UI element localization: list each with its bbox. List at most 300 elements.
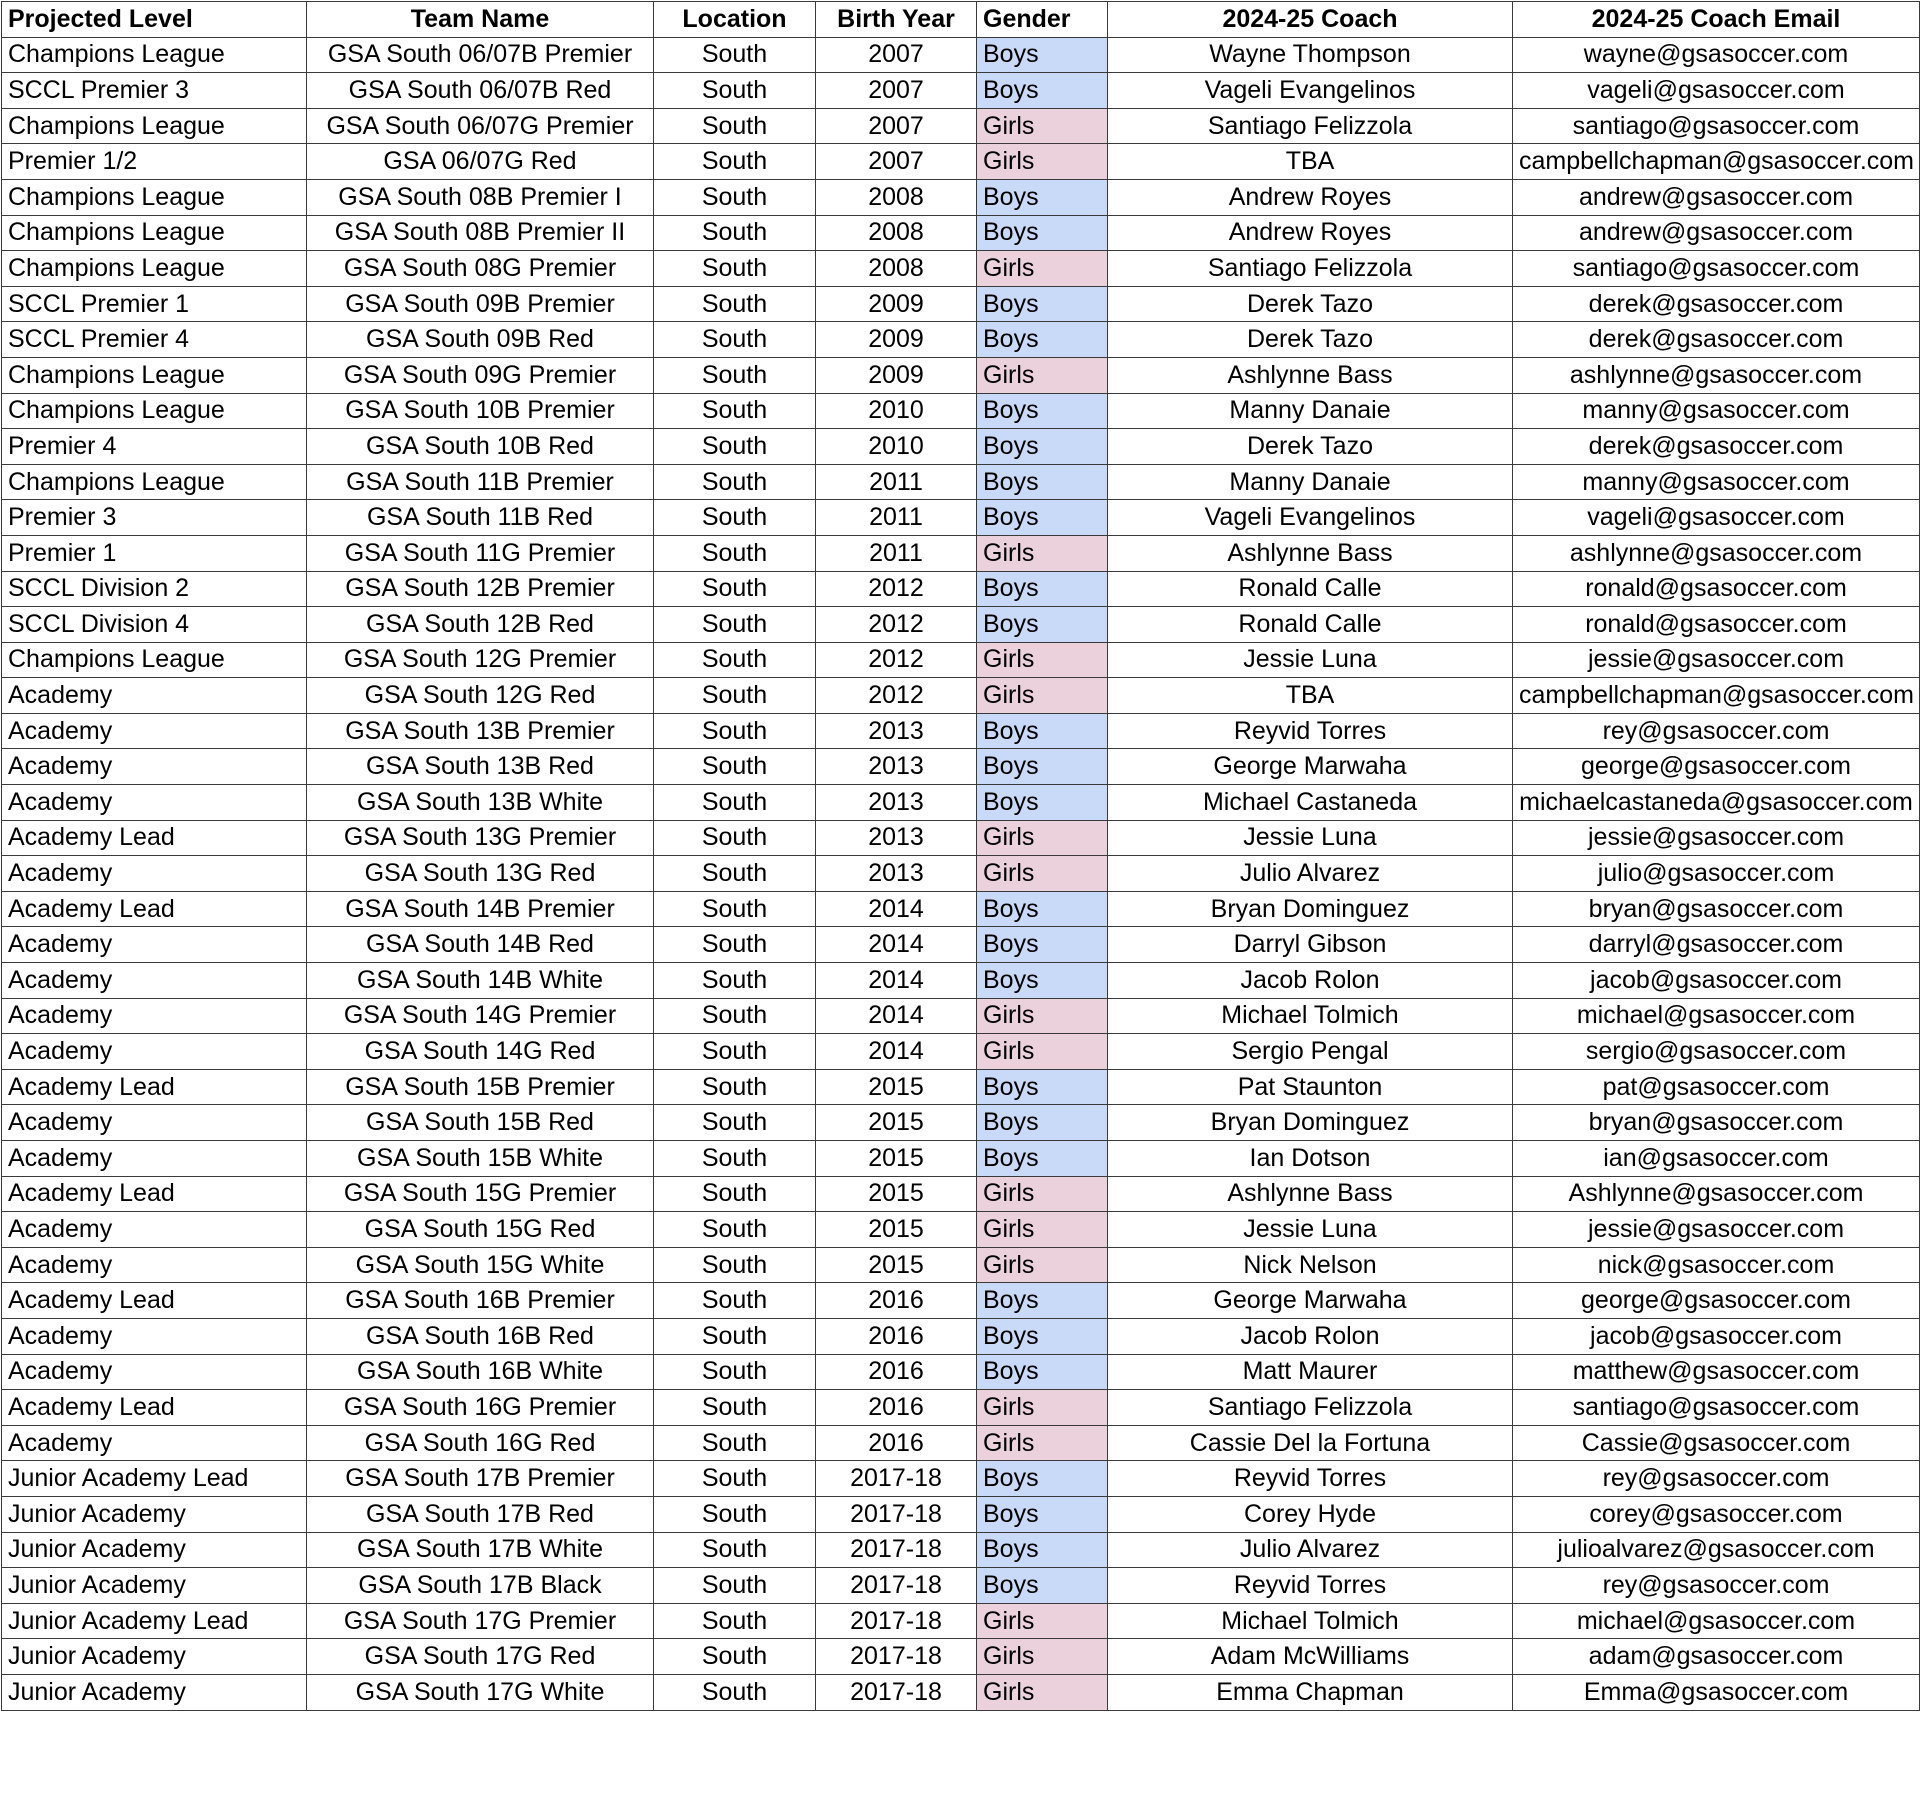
- cell-coach-email[interactable]: santiago@gsasoccer.com: [1513, 108, 1920, 144]
- cell-location[interactable]: South: [654, 108, 816, 144]
- cell-coach-email[interactable]: santiago@gsasoccer.com: [1513, 251, 1920, 287]
- cell-team-name[interactable]: GSA South 09B Premier: [307, 286, 654, 322]
- cell-team-name[interactable]: GSA South 15B Red: [307, 1105, 654, 1141]
- cell-birth-year[interactable]: 2009: [816, 322, 977, 358]
- cell-birth-year[interactable]: 2013: [816, 820, 977, 856]
- cell-coach-email[interactable]: campbellchapman@gsasoccer.com: [1513, 678, 1920, 714]
- cell-team-name[interactable]: GSA South 09G Premier: [307, 357, 654, 393]
- cell-birth-year[interactable]: 2009: [816, 357, 977, 393]
- cell-gender[interactable]: Boys: [977, 393, 1108, 429]
- cell-location[interactable]: South: [654, 1532, 816, 1568]
- cell-birth-year[interactable]: 2013: [816, 749, 977, 785]
- cell-team-name[interactable]: GSA South 10B Premier: [307, 393, 654, 429]
- cell-projected-level[interactable]: Premier 4: [2, 429, 307, 465]
- cell-gender[interactable]: Boys: [977, 500, 1108, 536]
- cell-gender[interactable]: Boys: [977, 1105, 1108, 1141]
- cell-team-name[interactable]: GSA South 13G Red: [307, 856, 654, 892]
- cell-coach[interactable]: Bryan Dominguez: [1108, 891, 1513, 927]
- cell-projected-level[interactable]: Academy: [2, 1354, 307, 1390]
- cell-coach-email[interactable]: andrew@gsasoccer.com: [1513, 215, 1920, 251]
- cell-team-name[interactable]: GSA South 12G Red: [307, 678, 654, 714]
- cell-gender[interactable]: Girls: [977, 1639, 1108, 1675]
- cell-coach-email[interactable]: andrew@gsasoccer.com: [1513, 179, 1920, 215]
- cell-projected-level[interactable]: Academy Lead: [2, 1069, 307, 1105]
- cell-coach[interactable]: Santiago Felizzola: [1108, 251, 1513, 287]
- cell-birth-year[interactable]: 2016: [816, 1283, 977, 1319]
- cell-coach[interactable]: Ronald Calle: [1108, 607, 1513, 643]
- cell-projected-level[interactable]: Academy Lead: [2, 1390, 307, 1426]
- cell-coach-email[interactable]: ashlynne@gsasoccer.com: [1513, 357, 1920, 393]
- cell-team-name[interactable]: GSA South 14G Red: [307, 1034, 654, 1070]
- cell-coach[interactable]: Jessie Luna: [1108, 642, 1513, 678]
- cell-location[interactable]: South: [654, 286, 816, 322]
- cell-coach[interactable]: Matt Maurer: [1108, 1354, 1513, 1390]
- cell-birth-year[interactable]: 2015: [816, 1141, 977, 1177]
- cell-birth-year[interactable]: 2013: [816, 856, 977, 892]
- cell-projected-level[interactable]: Champions League: [2, 642, 307, 678]
- cell-coach-email[interactable]: campbellchapman@gsasoccer.com: [1513, 144, 1920, 180]
- cell-coach-email[interactable]: michael@gsasoccer.com: [1513, 998, 1920, 1034]
- cell-projected-level[interactable]: Champions League: [2, 37, 307, 73]
- cell-projected-level[interactable]: Academy: [2, 1034, 307, 1070]
- cell-coach[interactable]: Sergio Pengal: [1108, 1034, 1513, 1070]
- cell-coach-email[interactable]: manny@gsasoccer.com: [1513, 464, 1920, 500]
- cell-location[interactable]: South: [654, 1069, 816, 1105]
- cell-location[interactable]: South: [654, 1390, 816, 1426]
- cell-coach-email[interactable]: pat@gsasoccer.com: [1513, 1069, 1920, 1105]
- cell-gender[interactable]: Boys: [977, 1532, 1108, 1568]
- cell-team-name[interactable]: GSA South 16G Premier: [307, 1390, 654, 1426]
- cell-gender[interactable]: Girls: [977, 642, 1108, 678]
- cell-projected-level[interactable]: Junior Academy: [2, 1674, 307, 1710]
- cell-location[interactable]: South: [654, 749, 816, 785]
- cell-birth-year[interactable]: 2014: [816, 927, 977, 963]
- cell-projected-level[interactable]: Champions League: [2, 393, 307, 429]
- cell-projected-level[interactable]: Academy: [2, 1141, 307, 1177]
- cell-coach[interactable]: George Marwaha: [1108, 1283, 1513, 1319]
- cell-coach-email[interactable]: Cassie@gsasoccer.com: [1513, 1425, 1920, 1461]
- cell-gender[interactable]: Girls: [977, 1603, 1108, 1639]
- cell-gender[interactable]: Girls: [977, 1034, 1108, 1070]
- cell-gender[interactable]: Girls: [977, 1176, 1108, 1212]
- cell-gender[interactable]: Boys: [977, 215, 1108, 251]
- cell-birth-year[interactable]: 2012: [816, 607, 977, 643]
- cell-coach-email[interactable]: julioalvarez@gsasoccer.com: [1513, 1532, 1920, 1568]
- cell-birth-year[interactable]: 2011: [816, 535, 977, 571]
- cell-coach-email[interactable]: bryan@gsasoccer.com: [1513, 891, 1920, 927]
- cell-gender[interactable]: Girls: [977, 856, 1108, 892]
- cell-projected-level[interactable]: Academy Lead: [2, 820, 307, 856]
- cell-coach-email[interactable]: matthew@gsasoccer.com: [1513, 1354, 1920, 1390]
- cell-coach[interactable]: Jacob Rolon: [1108, 963, 1513, 999]
- cell-projected-level[interactable]: Academy: [2, 1212, 307, 1248]
- cell-birth-year[interactable]: 2017-18: [816, 1496, 977, 1532]
- cell-birth-year[interactable]: 2017-18: [816, 1603, 977, 1639]
- cell-coach-email[interactable]: sergio@gsasoccer.com: [1513, 1034, 1920, 1070]
- cell-projected-level[interactable]: Academy: [2, 713, 307, 749]
- cell-team-name[interactable]: GSA South 17B Red: [307, 1496, 654, 1532]
- cell-birth-year[interactable]: 2011: [816, 500, 977, 536]
- cell-team-name[interactable]: GSA South 11B Red: [307, 500, 654, 536]
- cell-projected-level[interactable]: Junior Academy: [2, 1532, 307, 1568]
- cell-coach-email[interactable]: nick@gsasoccer.com: [1513, 1247, 1920, 1283]
- cell-location[interactable]: South: [654, 678, 816, 714]
- cell-coach-email[interactable]: ronald@gsasoccer.com: [1513, 607, 1920, 643]
- cell-birth-year[interactable]: 2008: [816, 215, 977, 251]
- cell-team-name[interactable]: GSA South 15G White: [307, 1247, 654, 1283]
- cell-coach[interactable]: Michael Castaneda: [1108, 785, 1513, 821]
- cell-birth-year[interactable]: 2017-18: [816, 1639, 977, 1675]
- cell-projected-level[interactable]: SCCL Premier 1: [2, 286, 307, 322]
- cell-projected-level[interactable]: Academy: [2, 998, 307, 1034]
- cell-coach-email[interactable]: jacob@gsasoccer.com: [1513, 963, 1920, 999]
- cell-projected-level[interactable]: Junior Academy Lead: [2, 1461, 307, 1497]
- cell-team-name[interactable]: GSA South 06/07B Red: [307, 73, 654, 109]
- cell-birth-year[interactable]: 2015: [816, 1069, 977, 1105]
- cell-location[interactable]: South: [654, 535, 816, 571]
- cell-gender[interactable]: Girls: [977, 820, 1108, 856]
- cell-location[interactable]: South: [654, 1354, 816, 1390]
- cell-team-name[interactable]: GSA South 06/07G Premier: [307, 108, 654, 144]
- cell-team-name[interactable]: GSA South 13G Premier: [307, 820, 654, 856]
- cell-location[interactable]: South: [654, 1496, 816, 1532]
- cell-birth-year[interactable]: 2017-18: [816, 1461, 977, 1497]
- cell-projected-level[interactable]: Academy Lead: [2, 1283, 307, 1319]
- cell-coach-email[interactable]: george@gsasoccer.com: [1513, 1283, 1920, 1319]
- cell-location[interactable]: South: [654, 322, 816, 358]
- cell-coach[interactable]: Reyvid Torres: [1108, 1568, 1513, 1604]
- cell-gender[interactable]: Boys: [977, 1141, 1108, 1177]
- cell-location[interactable]: South: [654, 1639, 816, 1675]
- cell-gender[interactable]: Girls: [977, 535, 1108, 571]
- cell-projected-level[interactable]: Academy: [2, 963, 307, 999]
- cell-coach[interactable]: Julio Alvarez: [1108, 1532, 1513, 1568]
- cell-location[interactable]: South: [654, 251, 816, 287]
- cell-coach-email[interactable]: Ashlynne@gsasoccer.com: [1513, 1176, 1920, 1212]
- header-coach[interactable]: 2024-25 Coach: [1108, 2, 1513, 38]
- cell-team-name[interactable]: GSA South 11B Premier: [307, 464, 654, 500]
- cell-location[interactable]: South: [654, 1568, 816, 1604]
- cell-location[interactable]: South: [654, 927, 816, 963]
- cell-coach-email[interactable]: manny@gsasoccer.com: [1513, 393, 1920, 429]
- cell-coach[interactable]: Andrew Royes: [1108, 179, 1513, 215]
- cell-birth-year[interactable]: 2014: [816, 1034, 977, 1070]
- cell-location[interactable]: South: [654, 393, 816, 429]
- header-team-name[interactable]: Team Name: [307, 2, 654, 38]
- cell-projected-level[interactable]: Champions League: [2, 215, 307, 251]
- cell-team-name[interactable]: GSA South 17G Premier: [307, 1603, 654, 1639]
- cell-location[interactable]: South: [654, 144, 816, 180]
- cell-location[interactable]: South: [654, 607, 816, 643]
- cell-coach-email[interactable]: ashlynne@gsasoccer.com: [1513, 535, 1920, 571]
- cell-team-name[interactable]: GSA South 13B White: [307, 785, 654, 821]
- cell-coach-email[interactable]: michael@gsasoccer.com: [1513, 1603, 1920, 1639]
- cell-team-name[interactable]: GSA South 16B White: [307, 1354, 654, 1390]
- cell-birth-year[interactable]: 2009: [816, 286, 977, 322]
- cell-birth-year[interactable]: 2010: [816, 393, 977, 429]
- cell-coach-email[interactable]: derek@gsasoccer.com: [1513, 322, 1920, 358]
- cell-birth-year[interactable]: 2007: [816, 37, 977, 73]
- cell-birth-year[interactable]: 2012: [816, 571, 977, 607]
- cell-location[interactable]: South: [654, 963, 816, 999]
- cell-location[interactable]: South: [654, 856, 816, 892]
- cell-projected-level[interactable]: Champions League: [2, 464, 307, 500]
- cell-birth-year[interactable]: 2008: [816, 179, 977, 215]
- cell-gender[interactable]: Boys: [977, 891, 1108, 927]
- header-gender[interactable]: Gender: [977, 2, 1108, 38]
- cell-location[interactable]: South: [654, 1283, 816, 1319]
- cell-coach[interactable]: Jessie Luna: [1108, 820, 1513, 856]
- cell-coach[interactable]: Michael Tolmich: [1108, 998, 1513, 1034]
- cell-coach-email[interactable]: jacob@gsasoccer.com: [1513, 1318, 1920, 1354]
- cell-coach-email[interactable]: vageli@gsasoccer.com: [1513, 73, 1920, 109]
- cell-gender[interactable]: Boys: [977, 1496, 1108, 1532]
- cell-coach[interactable]: Vageli Evangelinos: [1108, 500, 1513, 536]
- cell-birth-year[interactable]: 2017-18: [816, 1674, 977, 1710]
- cell-coach[interactable]: Ronald Calle: [1108, 571, 1513, 607]
- cell-birth-year[interactable]: 2016: [816, 1354, 977, 1390]
- cell-team-name[interactable]: GSA South 15G Premier: [307, 1176, 654, 1212]
- cell-coach-email[interactable]: michaelcastaneda@gsasoccer.com: [1513, 785, 1920, 821]
- cell-gender[interactable]: Boys: [977, 464, 1108, 500]
- cell-projected-level[interactable]: Academy: [2, 1105, 307, 1141]
- cell-team-name[interactable]: GSA South 13B Premier: [307, 713, 654, 749]
- cell-coach[interactable]: Ashlynne Bass: [1108, 1176, 1513, 1212]
- cell-gender[interactable]: Boys: [977, 749, 1108, 785]
- cell-coach[interactable]: TBA: [1108, 144, 1513, 180]
- cell-team-name[interactable]: GSA South 08G Premier: [307, 251, 654, 287]
- cell-team-name[interactable]: GSA South 15B White: [307, 1141, 654, 1177]
- cell-coach-email[interactable]: rey@gsasoccer.com: [1513, 1568, 1920, 1604]
- cell-gender[interactable]: Boys: [977, 1461, 1108, 1497]
- cell-location[interactable]: South: [654, 179, 816, 215]
- cell-coach[interactable]: Santiago Felizzola: [1108, 108, 1513, 144]
- cell-team-name[interactable]: GSA South 09B Red: [307, 322, 654, 358]
- cell-projected-level[interactable]: Premier 1/2: [2, 144, 307, 180]
- cell-coach-email[interactable]: bryan@gsasoccer.com: [1513, 1105, 1920, 1141]
- cell-location[interactable]: South: [654, 571, 816, 607]
- cell-projected-level[interactable]: SCCL Division 4: [2, 607, 307, 643]
- cell-birth-year[interactable]: 2015: [816, 1212, 977, 1248]
- cell-gender[interactable]: Girls: [977, 357, 1108, 393]
- cell-birth-year[interactable]: 2013: [816, 713, 977, 749]
- cell-team-name[interactable]: GSA 06/07G Red: [307, 144, 654, 180]
- cell-gender[interactable]: Girls: [977, 1674, 1108, 1710]
- cell-projected-level[interactable]: Junior Academy: [2, 1568, 307, 1604]
- cell-team-name[interactable]: GSA South 14B Red: [307, 927, 654, 963]
- cell-projected-level[interactable]: Academy: [2, 1425, 307, 1461]
- cell-birth-year[interactable]: 2015: [816, 1247, 977, 1283]
- cell-coach-email[interactable]: darryl@gsasoccer.com: [1513, 927, 1920, 963]
- cell-birth-year[interactable]: 2007: [816, 144, 977, 180]
- cell-gender[interactable]: Girls: [977, 1212, 1108, 1248]
- header-coach-email[interactable]: 2024-25 Coach Email: [1513, 2, 1920, 38]
- cell-coach[interactable]: Julio Alvarez: [1108, 856, 1513, 892]
- cell-projected-level[interactable]: Academy: [2, 785, 307, 821]
- cell-team-name[interactable]: GSA South 12G Premier: [307, 642, 654, 678]
- cell-gender[interactable]: Boys: [977, 963, 1108, 999]
- cell-coach-email[interactable]: rey@gsasoccer.com: [1513, 713, 1920, 749]
- cell-location[interactable]: South: [654, 1176, 816, 1212]
- cell-birth-year[interactable]: 2017-18: [816, 1568, 977, 1604]
- cell-gender[interactable]: Girls: [977, 251, 1108, 287]
- cell-coach[interactable]: Jacob Rolon: [1108, 1318, 1513, 1354]
- cell-projected-level[interactable]: Junior Academy Lead: [2, 1603, 307, 1639]
- cell-gender[interactable]: Boys: [977, 322, 1108, 358]
- cell-coach-email[interactable]: vageli@gsasoccer.com: [1513, 500, 1920, 536]
- cell-location[interactable]: South: [654, 429, 816, 465]
- cell-gender[interactable]: Girls: [977, 1247, 1108, 1283]
- cell-gender[interactable]: Girls: [977, 144, 1108, 180]
- cell-location[interactable]: South: [654, 500, 816, 536]
- cell-location[interactable]: South: [654, 998, 816, 1034]
- cell-birth-year[interactable]: 2012: [816, 642, 977, 678]
- cell-location[interactable]: South: [654, 215, 816, 251]
- cell-coach-email[interactable]: julio@gsasoccer.com: [1513, 856, 1920, 892]
- cell-projected-level[interactable]: Champions League: [2, 357, 307, 393]
- cell-projected-level[interactable]: Academy: [2, 1318, 307, 1354]
- cell-coach[interactable]: Derek Tazo: [1108, 322, 1513, 358]
- cell-team-name[interactable]: GSA South 06/07B Premier: [307, 37, 654, 73]
- cell-team-name[interactable]: GSA South 13B Red: [307, 749, 654, 785]
- cell-team-name[interactable]: GSA South 17B Premier: [307, 1461, 654, 1497]
- cell-coach-email[interactable]: santiago@gsasoccer.com: [1513, 1390, 1920, 1426]
- cell-team-name[interactable]: GSA South 11G Premier: [307, 535, 654, 571]
- cell-projected-level[interactable]: Champions League: [2, 108, 307, 144]
- cell-birth-year[interactable]: 2014: [816, 891, 977, 927]
- cell-gender[interactable]: Boys: [977, 1069, 1108, 1105]
- cell-coach[interactable]: Michael Tolmich: [1108, 1603, 1513, 1639]
- cell-team-name[interactable]: GSA South 15G Red: [307, 1212, 654, 1248]
- cell-birth-year[interactable]: 2007: [816, 73, 977, 109]
- cell-projected-level[interactable]: SCCL Premier 3: [2, 73, 307, 109]
- cell-coach-email[interactable]: wayne@gsasoccer.com: [1513, 37, 1920, 73]
- cell-birth-year[interactable]: 2014: [816, 998, 977, 1034]
- cell-coach[interactable]: George Marwaha: [1108, 749, 1513, 785]
- cell-location[interactable]: South: [654, 464, 816, 500]
- cell-coach[interactable]: Manny Danaie: [1108, 393, 1513, 429]
- cell-gender[interactable]: Boys: [977, 1354, 1108, 1390]
- cell-projected-level[interactable]: Junior Academy: [2, 1496, 307, 1532]
- cell-team-name[interactable]: GSA South 16G Red: [307, 1425, 654, 1461]
- cell-gender[interactable]: Girls: [977, 678, 1108, 714]
- cell-projected-level[interactable]: Champions League: [2, 251, 307, 287]
- cell-gender[interactable]: Boys: [977, 1283, 1108, 1319]
- cell-gender[interactable]: Boys: [977, 713, 1108, 749]
- cell-coach-email[interactable]: rey@gsasoccer.com: [1513, 1461, 1920, 1497]
- cell-coach[interactable]: Adam McWilliams: [1108, 1639, 1513, 1675]
- cell-coach[interactable]: Nick Nelson: [1108, 1247, 1513, 1283]
- cell-location[interactable]: South: [654, 1425, 816, 1461]
- cell-team-name[interactable]: GSA South 17B Black: [307, 1568, 654, 1604]
- cell-coach[interactable]: Andrew Royes: [1108, 215, 1513, 251]
- cell-projected-level[interactable]: Academy: [2, 856, 307, 892]
- cell-birth-year[interactable]: 2010: [816, 429, 977, 465]
- cell-location[interactable]: South: [654, 1461, 816, 1497]
- cell-birth-year[interactable]: 2008: [816, 251, 977, 287]
- cell-projected-level[interactable]: Academy: [2, 927, 307, 963]
- cell-coach[interactable]: Reyvid Torres: [1108, 1461, 1513, 1497]
- cell-location[interactable]: South: [654, 891, 816, 927]
- cell-coach-email[interactable]: corey@gsasoccer.com: [1513, 1496, 1920, 1532]
- cell-projected-level[interactable]: Junior Academy: [2, 1639, 307, 1675]
- cell-location[interactable]: South: [654, 1212, 816, 1248]
- cell-coach[interactable]: Derek Tazo: [1108, 286, 1513, 322]
- cell-projected-level[interactable]: Premier 1: [2, 535, 307, 571]
- cell-team-name[interactable]: GSA South 17G Red: [307, 1639, 654, 1675]
- cell-gender[interactable]: Boys: [977, 607, 1108, 643]
- cell-coach-email[interactable]: ian@gsasoccer.com: [1513, 1141, 1920, 1177]
- cell-coach[interactable]: Darryl Gibson: [1108, 927, 1513, 963]
- cell-birth-year[interactable]: 2012: [816, 678, 977, 714]
- cell-coach-email[interactable]: jessie@gsasoccer.com: [1513, 1212, 1920, 1248]
- cell-projected-level[interactable]: Academy Lead: [2, 891, 307, 927]
- cell-team-name[interactable]: GSA South 17G White: [307, 1674, 654, 1710]
- cell-gender[interactable]: Boys: [977, 73, 1108, 109]
- cell-location[interactable]: South: [654, 820, 816, 856]
- cell-projected-level[interactable]: Academy: [2, 1247, 307, 1283]
- cell-location[interactable]: South: [654, 73, 816, 109]
- cell-birth-year[interactable]: 2013: [816, 785, 977, 821]
- cell-location[interactable]: South: [654, 1141, 816, 1177]
- cell-location[interactable]: South: [654, 1603, 816, 1639]
- cell-birth-year[interactable]: 2007: [816, 108, 977, 144]
- cell-team-name[interactable]: GSA South 17B White: [307, 1532, 654, 1568]
- cell-coach[interactable]: Corey Hyde: [1108, 1496, 1513, 1532]
- cell-team-name[interactable]: GSA South 10B Red: [307, 429, 654, 465]
- header-location[interactable]: Location: [654, 2, 816, 38]
- cell-coach[interactable]: Ian Dotson: [1108, 1141, 1513, 1177]
- cell-gender[interactable]: Boys: [977, 37, 1108, 73]
- cell-gender[interactable]: Boys: [977, 571, 1108, 607]
- cell-team-name[interactable]: GSA South 16B Red: [307, 1318, 654, 1354]
- cell-team-name[interactable]: GSA South 14B Premier: [307, 891, 654, 927]
- cell-coach-email[interactable]: jessie@gsasoccer.com: [1513, 642, 1920, 678]
- cell-birth-year[interactable]: 2011: [816, 464, 977, 500]
- cell-projected-level[interactable]: Academy: [2, 749, 307, 785]
- cell-coach-email[interactable]: derek@gsasoccer.com: [1513, 286, 1920, 322]
- cell-birth-year[interactable]: 2015: [816, 1176, 977, 1212]
- cell-projected-level[interactable]: Premier 3: [2, 500, 307, 536]
- cell-location[interactable]: South: [654, 1318, 816, 1354]
- cell-location[interactable]: South: [654, 37, 816, 73]
- cell-team-name[interactable]: GSA South 14G Premier: [307, 998, 654, 1034]
- cell-team-name[interactable]: GSA South 15B Premier: [307, 1069, 654, 1105]
- cell-birth-year[interactable]: 2016: [816, 1318, 977, 1354]
- cell-coach-email[interactable]: Emma@gsasoccer.com: [1513, 1674, 1920, 1710]
- cell-coach-email[interactable]: george@gsasoccer.com: [1513, 749, 1920, 785]
- header-birth-year[interactable]: Birth Year: [816, 2, 977, 38]
- cell-coach[interactable]: TBA: [1108, 678, 1513, 714]
- cell-coach[interactable]: Ashlynne Bass: [1108, 535, 1513, 571]
- cell-gender[interactable]: Boys: [977, 179, 1108, 215]
- cell-coach[interactable]: Reyvid Torres: [1108, 713, 1513, 749]
- cell-projected-level[interactable]: SCCL Division 2: [2, 571, 307, 607]
- cell-projected-level[interactable]: Champions League: [2, 179, 307, 215]
- cell-coach[interactable]: Manny Danaie: [1108, 464, 1513, 500]
- cell-location[interactable]: South: [654, 1105, 816, 1141]
- cell-coach[interactable]: Pat Staunton: [1108, 1069, 1513, 1105]
- cell-coach[interactable]: Wayne Thompson: [1108, 37, 1513, 73]
- cell-coach-email[interactable]: ronald@gsasoccer.com: [1513, 571, 1920, 607]
- cell-coach[interactable]: Jessie Luna: [1108, 1212, 1513, 1248]
- cell-birth-year[interactable]: 2014: [816, 963, 977, 999]
- cell-gender[interactable]: Girls: [977, 1425, 1108, 1461]
- cell-gender[interactable]: Boys: [977, 927, 1108, 963]
- cell-location[interactable]: South: [654, 357, 816, 393]
- cell-birth-year[interactable]: 2016: [816, 1390, 977, 1426]
- cell-gender[interactable]: Boys: [977, 286, 1108, 322]
